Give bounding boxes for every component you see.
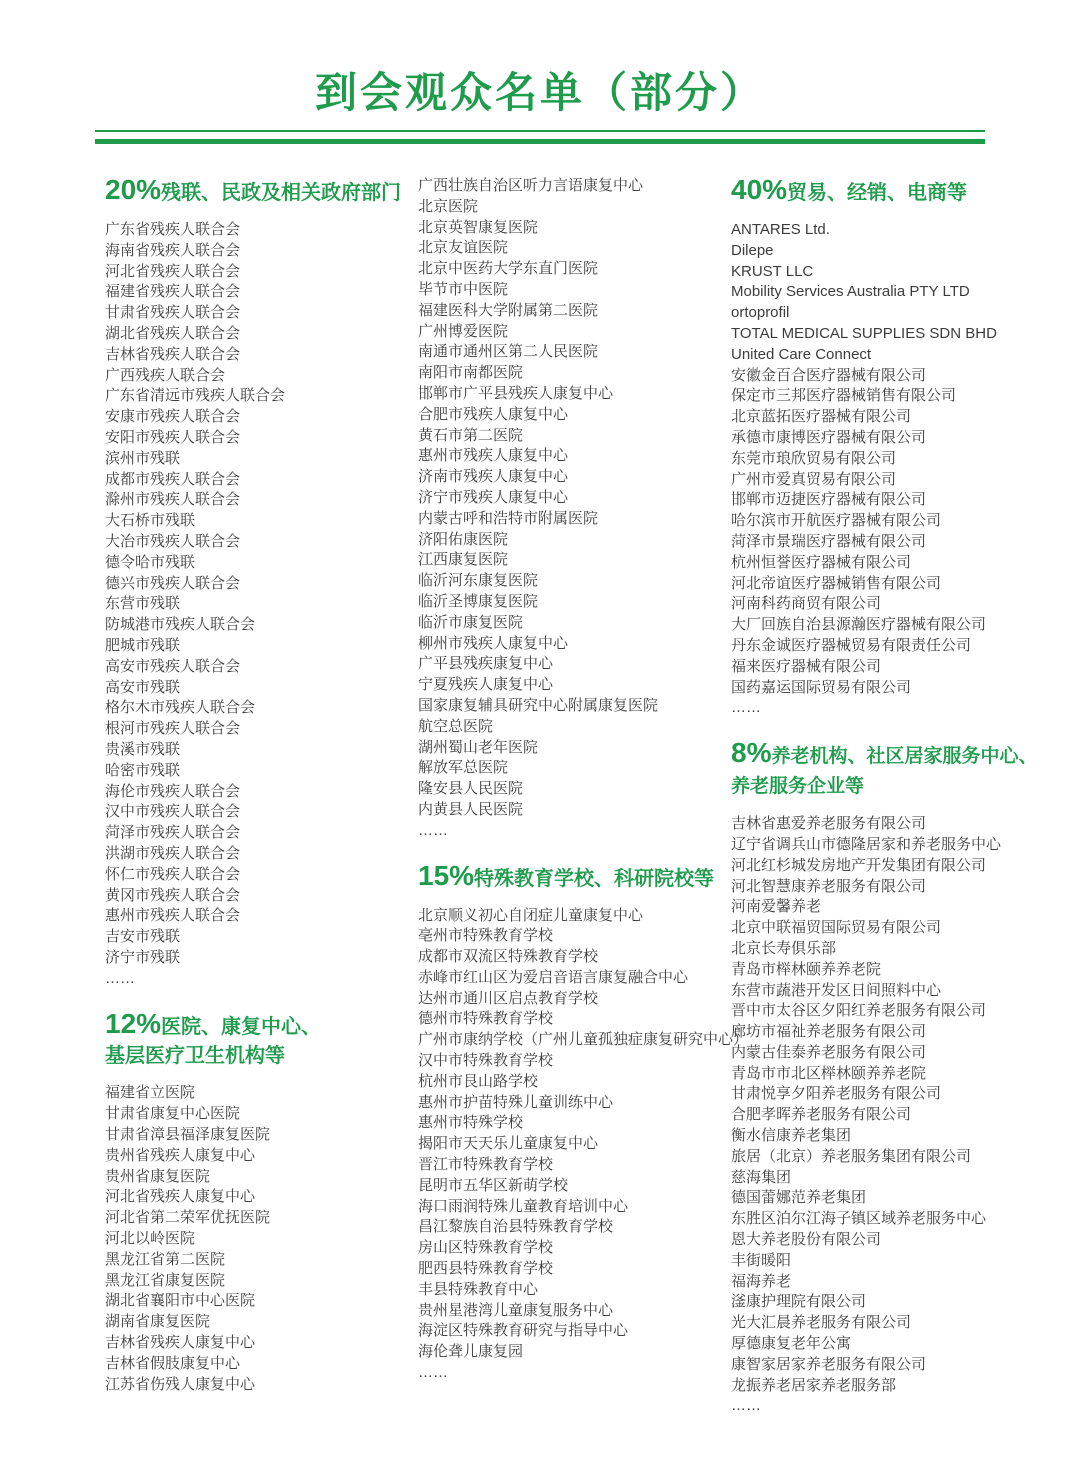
list-item: 大石桥市残联 — [105, 512, 196, 530]
list-item: 东莞市琅欣贸易有限公司 — [731, 449, 897, 467]
list-item: 滏康护理院有限公司 — [731, 1293, 867, 1311]
list-item: 防城港市残疾人联合会 — [105, 616, 256, 634]
list-item: 河北帝谊医疗器械销售有限公司 — [731, 574, 942, 592]
list-item: 河南科药商贸有限公司 — [731, 595, 882, 613]
list-item: 滨州市残联 — [105, 449, 181, 467]
list-item: 东营市蔬港开发区日间照料中心 — [731, 981, 942, 999]
list-item: 河北省残疾人联合会 — [105, 262, 241, 280]
list-item: 河南爱馨养老 — [731, 898, 822, 916]
list-item: 北京英智康复医院 — [418, 218, 539, 236]
list-item: 青岛市市北区榉林颐养养老院 — [731, 1064, 927, 1082]
section-label-education: 特殊教育学校、科研院校等 — [474, 867, 715, 890]
list-item: 惠州市特殊学校 — [418, 1114, 524, 1132]
column-right — [731, 176, 1061, 1417]
list-item: 大冶市残疾人联合会 — [105, 532, 241, 550]
list-item: 临沂市康复医院 — [418, 613, 524, 631]
list-item: …… — [731, 699, 761, 717]
list-item: 恩大养老股份有限公司 — [731, 1231, 882, 1249]
list-item: 北京中医药大学东直门医院 — [418, 260, 599, 278]
list-item: …… — [105, 969, 135, 987]
list-item: 杭州市艮山路学校 — [418, 1072, 539, 1090]
list-item: 合肥市残疾人康复中心 — [418, 405, 569, 423]
list-item: 菏泽市景瑞医疗器械有限公司 — [731, 532, 927, 550]
list-item: 菏泽市残疾人联合会 — [105, 824, 241, 842]
list-item: 吉林省假肢康复中心 — [105, 1354, 241, 1372]
list-item: 德令哈市残联 — [105, 553, 196, 571]
list-item: 江苏省伤残人康复中心 — [105, 1375, 256, 1393]
list-item: 隆安县人民医院 — [418, 780, 524, 798]
list-item: 洪湖市残疾人联合会 — [105, 844, 241, 862]
list-item: 旅居（北京）养老服务集团有限公司 — [731, 1147, 972, 1165]
title-divider-thin — [95, 130, 985, 132]
section-heading-trade — [731, 176, 1061, 207]
list-item: 成都市残疾人联合会 — [105, 470, 241, 488]
list-item: 丰街暖阳 — [731, 1251, 792, 1269]
section-heading-hospital — [105, 1010, 410, 1070]
list-item: …… — [731, 1397, 761, 1415]
section-government — [105, 176, 410, 989]
list-item: 柳州市残疾人康复中心 — [418, 634, 569, 652]
list-item: 晋江市特殊教育学校 — [418, 1156, 554, 1174]
hospital-list-continued — [418, 176, 726, 842]
list-item: 解放军总医院 — [418, 759, 509, 777]
list-item: 福建省残疾人联合会 — [105, 283, 241, 301]
list-item: 贵溪市残联 — [105, 740, 181, 758]
list-item: 济宁市残疾人康复中心 — [418, 488, 569, 506]
list-item: 汉中市残疾人联合会 — [105, 803, 241, 821]
list-item: 安康市残疾人联合会 — [105, 408, 241, 426]
list-item: 慈海集团 — [731, 1168, 792, 1186]
section-label-eldercare-line1: 养老机构、社区居家服务中心、 — [771, 746, 1038, 768]
section-label-hospital-line2: 基层医疗卫生机构等 — [105, 1045, 285, 1068]
list-item: 吉林省残疾人康复中心 — [105, 1334, 256, 1352]
section-pct-hospital: 12% — [105, 1008, 162, 1040]
list-item: 达州市通川区启点教育学校 — [418, 989, 599, 1007]
list-item: 广东省清远市残疾人联合会 — [105, 387, 286, 405]
list-item: 昌江黎族自治县特殊教育学校 — [418, 1218, 614, 1236]
list-item: 吉安市残联 — [105, 928, 181, 946]
trade-list — [731, 220, 1061, 719]
list-item: 北京长寿俱乐部 — [731, 939, 837, 957]
list-item: 广西壮族自治区听力言语康复中心 — [418, 177, 644, 194]
list-item: …… — [418, 1364, 448, 1382]
list-item: 汉中市特殊教育学校 — [418, 1052, 554, 1070]
list-item: 济阳佑康医院 — [418, 530, 509, 548]
list-item: 肥西县特殊教育学校 — [418, 1260, 554, 1278]
list-item: 根河市残疾人联合会 — [105, 720, 241, 738]
section-pct-education: 15% — [418, 859, 475, 891]
list-item: 德兴市残疾人联合会 — [105, 574, 241, 592]
section-heading-government — [105, 176, 410, 207]
list-item: 宁夏残疾人康复中心 — [418, 676, 554, 694]
list-item: 怀仁市残疾人联合会 — [105, 865, 241, 883]
list-item: 衡水信康养老集团 — [731, 1127, 852, 1145]
list-item: 内蒙古呼和浩特市附属医院 — [418, 509, 599, 527]
list-item: ANTARES Ltd. — [731, 221, 830, 238]
list-item: ortoprofil — [731, 304, 790, 322]
list-item: 甘肃省漳县福泽康复医院 — [105, 1126, 271, 1144]
list-item: 高安市残联 — [105, 678, 181, 696]
list-item: 丰县特殊教育中心 — [418, 1280, 539, 1298]
list-item: 广东省残疾人联合会 — [105, 221, 241, 238]
list-item: 丹东金诚医疗器械贸易有限责任公司 — [731, 636, 972, 654]
list-item: 滁州市残疾人联合会 — [105, 491, 241, 509]
list-item: 贵州省残疾人康复中心 — [105, 1146, 256, 1164]
list-item: United Care Connect — [731, 345, 872, 363]
list-item: 海口雨润特殊儿童教育培训中心 — [418, 1197, 629, 1215]
list-item: …… — [418, 821, 448, 839]
list-item: 北京中联福贸国际贸易有限公司 — [731, 919, 942, 937]
list-item: 东营市残联 — [105, 595, 181, 613]
section-education — [418, 859, 749, 1384]
section-pct-government: 20% — [105, 174, 162, 205]
list-item: 成都市双流区特殊教育学校 — [418, 948, 599, 966]
list-item: 甘肃省康复中心医院 — [105, 1105, 241, 1123]
list-item: 南通市通州区第二人民医院 — [418, 343, 599, 361]
hospital-list — [105, 1083, 410, 1395]
list-item: 海淀区特殊教育研究与指导中心 — [418, 1322, 629, 1340]
list-item: 南阳市南都医院 — [418, 364, 524, 382]
list-item: 河北以岭医院 — [105, 1230, 196, 1248]
list-item: 东胜区泊尔江海子镇区域养老服务中心 — [731, 1210, 987, 1228]
list-item: TOTAL MEDICAL SUPPLIES SDN BHD — [731, 324, 997, 342]
list-item: 广平县残疾康复中心 — [418, 655, 554, 673]
list-item: 济宁市残联 — [105, 948, 181, 966]
list-item: 承德市康博医疗器械有限公司 — [731, 428, 927, 446]
list-item: 安徽金百合医疗器械有限公司 — [731, 366, 927, 384]
list-item: 北京友谊医院 — [418, 239, 509, 257]
list-item: 国家康复辅具研究中心附属康复医院 — [418, 696, 659, 714]
list-item: 光大汇晨养老服务有限公司 — [731, 1314, 912, 1332]
title-divider-thick — [95, 139, 985, 144]
list-item: 河北省残疾人康复中心 — [105, 1188, 256, 1206]
list-item: 广西残疾人联合会 — [105, 366, 226, 384]
list-item: 内蒙古佳泰养老服务有限公司 — [731, 1043, 927, 1061]
list-item: 甘肃悦享夕阳养老服务有限公司 — [731, 1085, 942, 1103]
column-middle — [418, 176, 749, 1384]
list-item: 杭州恒誉医疗器械有限公司 — [731, 553, 912, 571]
list-item: 贵州星港湾儿童康复服务中心 — [418, 1301, 614, 1319]
list-item: 合肥孝晖养老服务有限公司 — [731, 1106, 912, 1124]
list-item: 房山区特殊教育学校 — [418, 1239, 554, 1257]
list-item: 大厂回族自治县源瀚医疗器械有限公司 — [731, 616, 987, 634]
list-item: 保定市三邦医疗器械销售有限公司 — [731, 387, 957, 405]
list-item: 济南市残疾人康复中心 — [418, 468, 569, 486]
list-item: 航空总医院 — [418, 717, 494, 735]
list-item: 廊坊市福祉养老服务有限公司 — [731, 1023, 927, 1041]
list-item: 亳州市特殊教育学校 — [418, 927, 554, 945]
list-item: KRUST LLC — [731, 262, 814, 280]
column-left — [105, 176, 410, 1395]
list-item: 海伦市残疾人联合会 — [105, 782, 241, 800]
list-item: 黄石市第二医院 — [418, 426, 524, 444]
list-item: 揭阳市天天乐儿童康复中心 — [418, 1135, 599, 1153]
list-item: 河北省第二荣军优抚医院 — [105, 1209, 271, 1227]
list-item: 临沂河东康复医院 — [418, 572, 539, 590]
list-item: 湖北省襄阳市中心医院 — [105, 1292, 256, 1310]
eldercare-list — [731, 814, 1061, 1417]
list-item: 毕节市中医院 — [418, 280, 509, 298]
list-item: 江西康复医院 — [418, 551, 509, 569]
list-item: 湖北省残疾人联合会 — [105, 324, 241, 342]
list-item: 哈密市残联 — [105, 761, 181, 779]
list-item: 海伦聋儿康复园 — [418, 1343, 524, 1361]
list-item: 德国蕾娜范养老集团 — [731, 1189, 867, 1207]
list-item: 肥城市残联 — [105, 636, 181, 654]
list-item: 青岛市榉林颐养养老院 — [731, 960, 882, 978]
list-item: Mobility Services Australia PTY LTD — [731, 283, 970, 301]
list-item: 惠州市残疾人联合会 — [105, 907, 241, 925]
list-item: 昆明市五华区新萌学校 — [418, 1176, 569, 1194]
list-item: 福建省立医院 — [105, 1084, 196, 1102]
list-item: 河北智慧康养老服务有限公司 — [731, 877, 927, 895]
list-item: 惠州市残疾人康复中心 — [418, 447, 569, 465]
section-label-eldercare-line2: 养老服务企业等 — [731, 776, 865, 798]
list-item: 吉林省惠爱养老服务有限公司 — [731, 815, 927, 833]
section-trade — [731, 176, 1061, 719]
list-item: 康智家居家养老服务有限公司 — [731, 1355, 927, 1373]
education-list — [418, 906, 749, 1384]
list-item: 北京医院 — [418, 197, 479, 215]
list-item: 临沂圣博康复医院 — [418, 592, 539, 610]
list-item: 河北红杉城发房地产开发集团有限公司 — [731, 856, 987, 874]
list-item: 广州市爱真贸易有限公司 — [731, 470, 897, 488]
section-label-trade: 贸易、经销、电商等 — [787, 182, 968, 204]
list-item: 龙振养老居家养老服务部 — [731, 1376, 897, 1394]
list-item: 德州市特殊教育学校 — [418, 1010, 554, 1028]
list-item: Dilepe — [731, 241, 774, 259]
list-item: 格尔木市残疾人联合会 — [105, 699, 256, 717]
list-item: 北京蓝拓医疗器械有限公司 — [731, 408, 912, 426]
section-pct-trade: 40% — [731, 174, 788, 205]
section-pct-eldercare: 8% — [731, 737, 772, 769]
list-item: 安阳市残疾人联合会 — [105, 428, 241, 446]
page-title: 到会观众名单（部分） — [314, 69, 765, 116]
list-item: 厚德康复老年公寓 — [731, 1335, 852, 1353]
list-item: 福建医科大学附属第二医院 — [418, 301, 599, 319]
list-item: 惠州市护苗特殊儿童训练中心 — [418, 1093, 614, 1111]
list-item: 湖南省康复医院 — [105, 1313, 211, 1331]
section-label-government: 残联、民政及相关政府部门 — [161, 182, 402, 204]
list-item: 内黄县人民医院 — [418, 800, 524, 818]
list-item: 福海养老 — [731, 1272, 792, 1290]
list-item: 甘肃省残疾人联合会 — [105, 304, 241, 322]
list-item: 广州市康纳学校（广州儿童孤独症康复研究中心） — [418, 1031, 749, 1049]
list-item: 高安市残疾人联合会 — [105, 657, 241, 675]
list-item: 北京顺义初心自闭症儿童康复中心 — [418, 906, 644, 924]
list-item: 黑龙江省康复医院 — [105, 1271, 226, 1289]
section-hospital — [105, 1010, 410, 1395]
list-item: 邯郸市迈捷医疗器械有限公司 — [731, 491, 927, 509]
government-list — [105, 220, 410, 989]
list-item: 哈尔滨市开航医疗器械有限公司 — [731, 512, 942, 530]
list-item: 晋中市太谷区夕阳红养老服务有限公司 — [731, 1002, 987, 1020]
section-eldercare — [731, 739, 1061, 1417]
list-item: 黄冈市残疾人联合会 — [105, 886, 241, 904]
list-item: 国药嘉运国际贸易有限公司 — [731, 678, 912, 696]
section-label-hospital-line1: 医院、康复中心、 — [161, 1016, 322, 1039]
list-item: 广州博爱医院 — [418, 322, 509, 340]
list-item: 邯郸市广平县残疾人康复中心 — [418, 384, 614, 402]
section-heading-eldercare — [731, 739, 1061, 801]
list-item: 海南省残疾人联合会 — [105, 241, 241, 259]
list-item: 贵州省康复医院 — [105, 1167, 211, 1185]
list-item: 湖州蜀山老年医院 — [418, 738, 539, 756]
list-item: 赤峰市红山区为爱启音语言康复融合中心 — [418, 968, 689, 986]
list-item: 吉林省残疾人联合会 — [105, 345, 241, 363]
list-item: 黑龙江省第二医院 — [105, 1250, 226, 1268]
section-heading-education — [418, 859, 726, 893]
list-item: 福来医疗器械有限公司 — [731, 657, 882, 675]
list-item: 辽宁省调兵山市德隆居家和养老服务中心 — [731, 835, 1002, 853]
